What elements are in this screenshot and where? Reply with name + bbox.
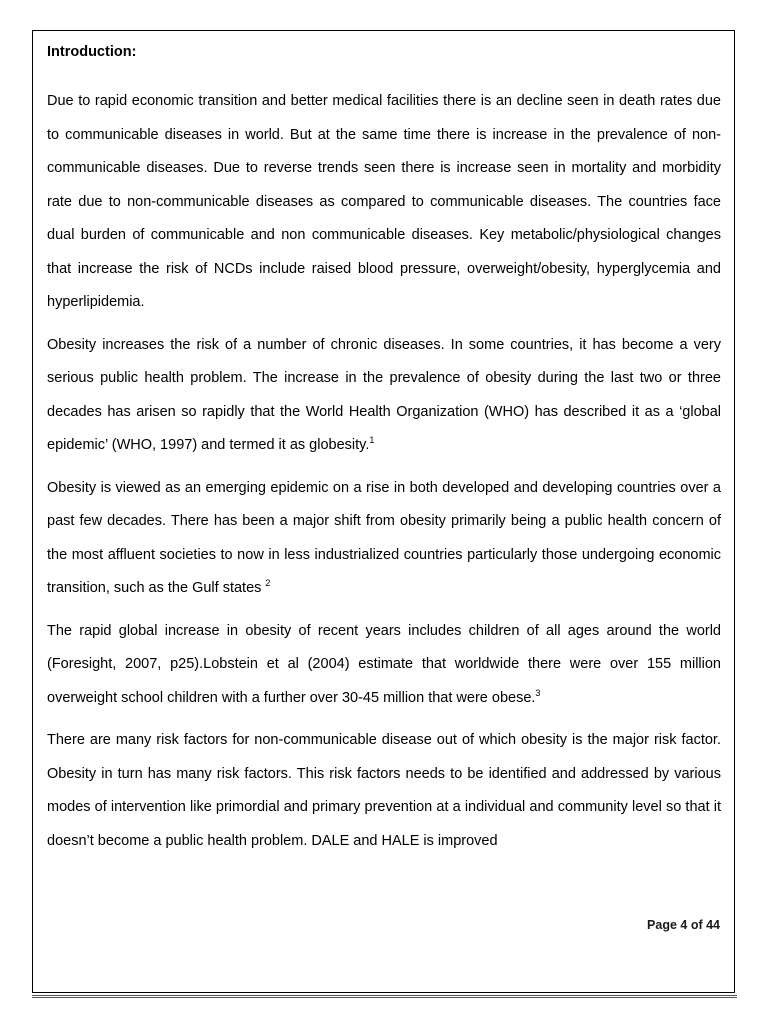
paragraph-4: The rapid global increase in obesity of recent years includes children of all ages around the world (Foresight, 2007, p25).Lobstein et al (2004) estimate that worldwide there were over 155 million overweight school children with a further over 30-45 million that were obese.$^3$ <box>47 622 721 706</box>
page-number: Page 4 of 44 <box>647 918 720 932</box>
paragraph-2: Obesity increases the risk of a number of chronic diseases. In some countries, it has become a very serious public health problem. The increase in the prevalence of obesity during the last two or three decades has arisen so rapidly that the World Health Organization (WHO) has described it as a ‘global epidemic’ (WHO, 1997) and termed it as globesity.$^1$ <box>47 336 721 453</box>
paragraph-1: Due to rapid economic transition and better medical facilities there is an decline seen in death rates due to communicable diseases in world. But at the same time there is increase in the prevalence of non-communicable diseases. Due to reverse trends seen there is increase seen in mortality and morbidity rate due to non-communicable diseases as compared to communicable diseases. The countries face dual burden of communicable and non communicable diseases. Key metabolic/physiological changes that increase the risk of NCDs include raised blood pressure, overweight/obesity, hyperglycemia and hyperlipidemia. <box>47 93 721 310</box>
page-bottom-rule <box>32 995 737 998</box>
footnote-ref-3: 3 <box>535 687 541 698</box>
document-body <box>47 41 721 867</box>
footnote-ref-1: 1 <box>369 435 375 445</box>
paragraph-3: Obesity is viewed as an emerging epidemic on a rise in both developed and developing countries over a past few decades. There has been a major shift from obesity primarily being a public health concern of the most affluent societies to now in less industrialized countries particularly those undergoing economic transition, such as the Gulf states $^2$ <box>47 479 721 596</box>
footnote-ref-2: 2 <box>265 578 271 588</box>
section-heading: Introduction: <box>47 44 137 60</box>
paragraph-5: There are many risk factors for non-communicable disease out of which obesity is the major risk factor. Obesity in turn has many risk factors. This risk factors needs to be identified and addressed by various modes of intervention like primordial and primary prevention at a individual and community level so that it doesn’t become a public health problem. DALE and HALE is improved <box>47 732 721 849</box>
